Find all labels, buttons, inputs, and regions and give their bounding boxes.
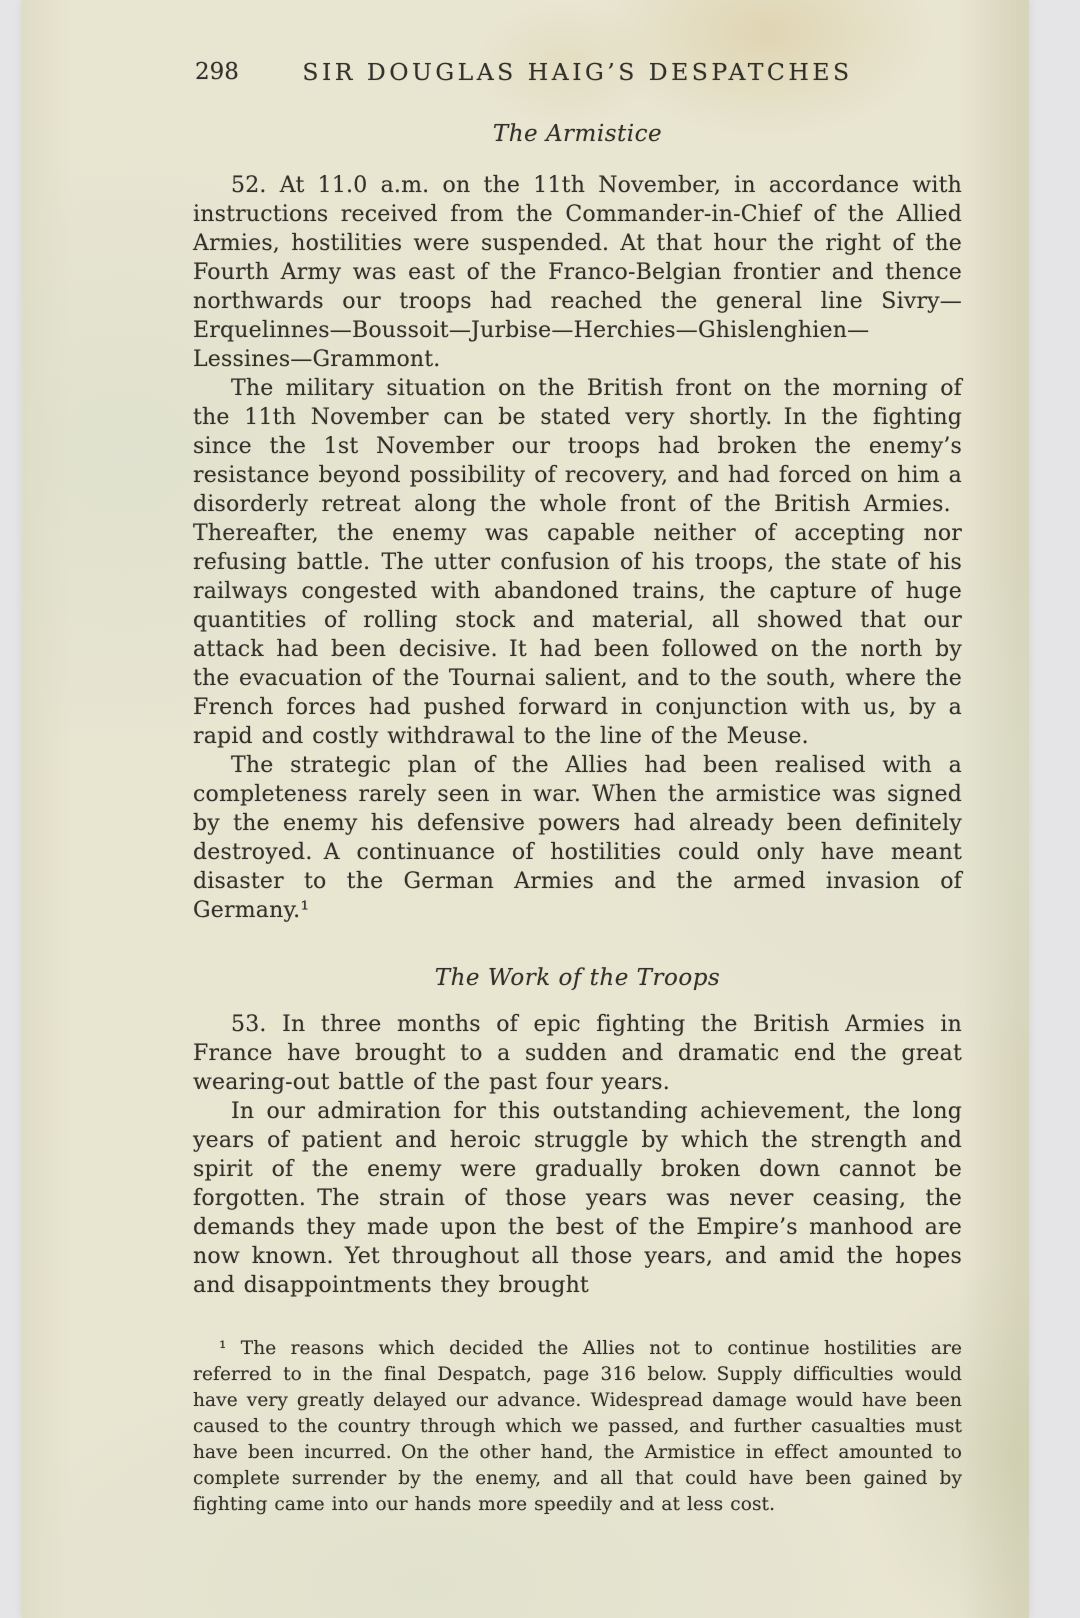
page-number: 298: [195, 59, 239, 85]
running-title: SIR DOUGLAS HAIG’S DESPATCHES: [302, 58, 853, 86]
paragraph-strategic-plan: The strategic plan of the Allies had been realised with a completeness rarely seen in war. When the armistice was signed by the enemy his defensive powers had already been definitely destroyed. A continuance of hostilities could only have meant disaster to the German Armies and the armed invasion of Germany.¹: [193, 753, 962, 923]
book-page: [22, 0, 1029, 1618]
paragraph-admiration: In our admiration for this outstanding achievement, the long years of patient and heroic struggle by which the strength and spirit of the enemy were gradually broken down cannot be forgotten. The strain of those years was never ceasing, the demands they made upon the best of the Empire’s manhood are now known. Yet throughout all those years, and amid the hopes and disappointments they brought: [193, 1099, 962, 1298]
page-header: [193, 56, 962, 88]
paragraph-53: 53. In three months of epic fighting the British Armies in France have brought to a sudden and dramatic end the great wearing-out battle of the past four years.: [193, 1012, 962, 1095]
paragraph-military-situation: The military situation on the British front on the morning of the 11th November can be stated very shortly. In the fighting since the 1st November our troops had broken the enemy’s resistance beyond possibility of recovery, and had forced on him a disorderly retreat along the whole front of the British Armies. Thereafter, the enemy was capable neither of accepting nor refusing battle. The utter confusion of his troops, the state of his railways congested with abandoned trains, the capture of huge quantities of rolling stock and material, all showed that our attack had been decisive. It had been followed on the north by the evacuation of the Tournai salient, and to the south, where the French forces had pushed forward in conjunction with us, by a rapid and costly withdrawal to the line of the Meuse.: [193, 376, 962, 749]
section-heading-armistice: The Armistice: [492, 121, 663, 147]
page-content: [22, 56, 1029, 1518]
section-heading-work-of-troops: The Work of the Troops: [434, 965, 721, 991]
paragraph-52: 52. At 11.0 a.m. on the 11th November, in accordance with instructions received from the Commander-in-Chief of the Allied Armies, hostilities were suspended. At that hour the right of the Fourth Army was east of the Franco-Belgian frontier and thence northwards our troops had reached the general line Sivry—Erquelinnes—Boussoit—Jurbise—Herchies—Ghislenghien—Lessines—Grammont.: [193, 173, 962, 372]
footnote: ¹ The reasons which decided the Allies not to continue hostilities are referred to in the final Despatch, page 316 below. Supply difficulties would have very greatly delayed our advance. Widespread damage would have been caused to the country through which we passed, and further casualties must have been incurred. On the other hand, the Armistice in effect amounted to complete surrender by the enemy, and all that could have been gained by fighting came into our hands more speedily and at less cost.: [193, 1338, 962, 1515]
